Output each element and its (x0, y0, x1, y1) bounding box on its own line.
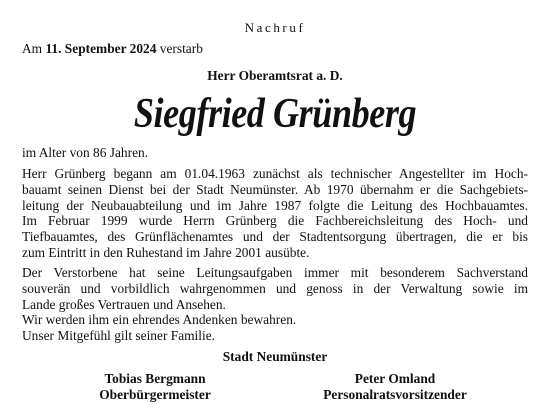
signer-staff-council (285, 371, 505, 402)
age-line: im Alter von 86 Jahren. (22, 145, 149, 160)
tribute-paragraph-line: Lande großes Vertrauen und Ansehen. (22, 296, 226, 312)
signer-mayor (45, 371, 265, 402)
intro-suffix: verstarb (159, 41, 203, 56)
closing-line-1: Wir werden ihm ein ehrendes Andenken bewahren. (22, 312, 297, 327)
career-paragraph-1 (22, 166, 528, 213)
deceased-rank: Herr Oberamtsrat a. D. (207, 68, 343, 83)
signer-name: Tobias Bergmann (104, 371, 206, 386)
tribute-paragraph-line: souverän und vorbildlich wahrgenommen und genoss in der Verwaltung sowie im (22, 280, 528, 296)
deceased-name: Siegfried Grünberg (133, 91, 417, 137)
tribute-paragraph (22, 265, 528, 312)
signer-title: Oberbürgermeister (99, 386, 211, 402)
career-paragraph-2-line: Im Februar 1999 wurde Herrn Grünberg die Fachbereichsleitung des Hoch- und (22, 213, 528, 228)
closing-line-2: Unser Mitgefühl gilt seiner Familie. (22, 328, 216, 343)
career-paragraph-1-line: Herr Grünberg begann am 01.04.1963 zunächst als technischer Angestellter im Hoch- (22, 166, 528, 181)
intro-line (22, 40, 203, 58)
notice-heading: Nachruf (244, 20, 306, 35)
career-paragraph-2 (22, 213, 528, 260)
intro-prefix: Am (22, 41, 43, 56)
signer-name: Peter Omland (354, 371, 436, 386)
tribute-paragraph-line: Der Verstorbene hat seine Leitungsaufgaben immer mit besonderem Sachverstand (22, 265, 528, 280)
career-paragraph-2-line: Tiefbauamtes, des Grünflächenamtes und der Stadtentsorgung übertragen, die er bis (22, 228, 528, 244)
issuer-city: Stadt Neumünster (222, 349, 328, 364)
signer-title: Personalratsvorsitzender (323, 386, 467, 402)
career-paragraph-1-line: leitung der Neubauabteilung und im Jahre 1987 folgte die Leitung des Hochbauamtes. (22, 197, 528, 213)
career-paragraph-1-line: bauamt seinen Dienst bei der Stadt Neumünster. Ab 1970 übernahm er die Sachgebiets- (22, 181, 528, 197)
career-paragraph-2-line: zum Eintritt in den Ruhestand im Jahre 2001 ausübte. (22, 244, 310, 260)
death-date: 11. September 2024 (45, 41, 157, 56)
